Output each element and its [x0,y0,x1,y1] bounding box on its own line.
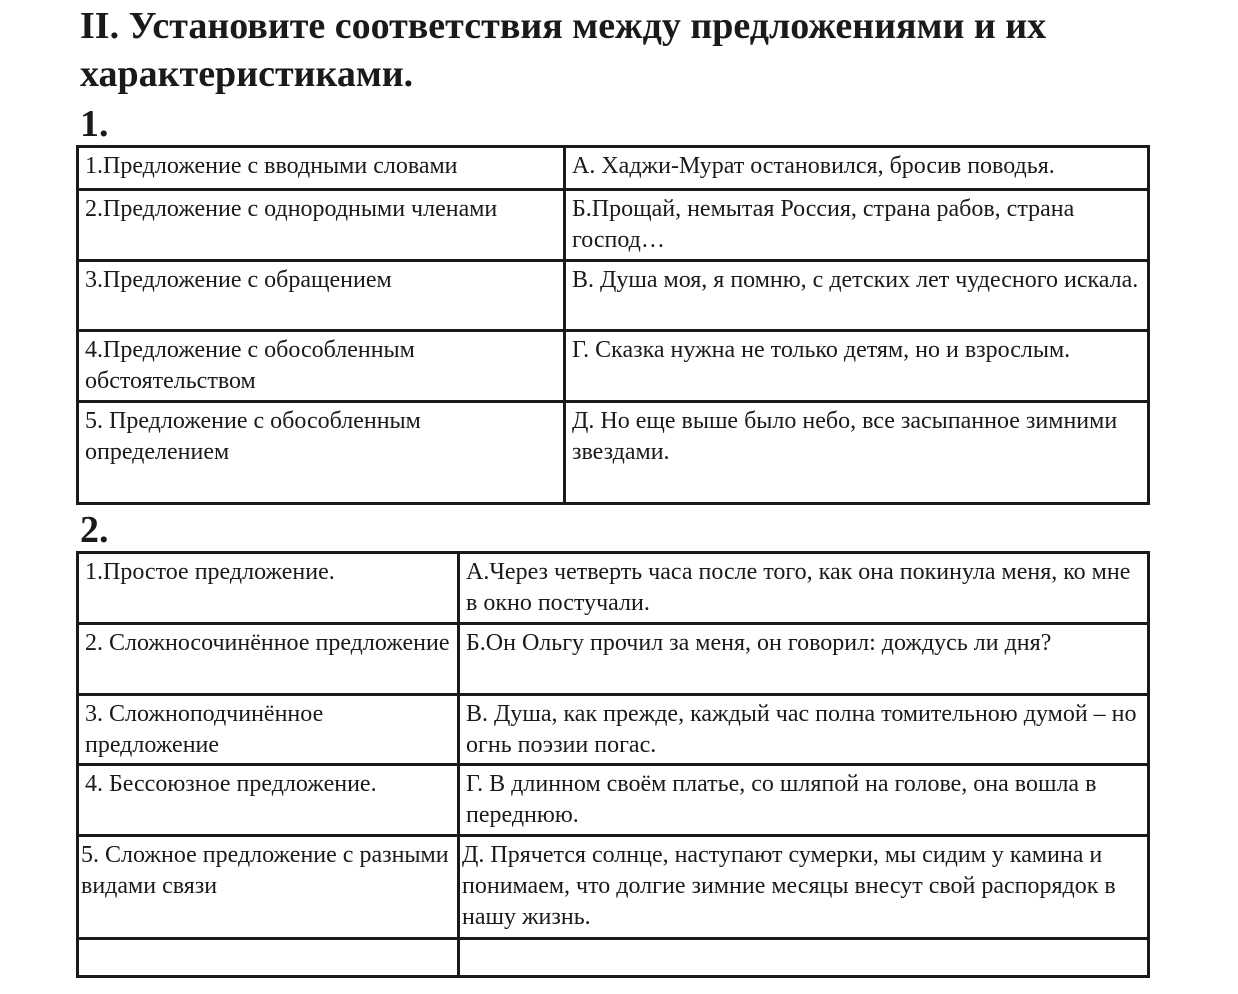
table-cell-sentence-type: 4. Бессоюзное предложение. [78,765,459,836]
section-1-number: 1. [80,103,109,145]
section-2-number: 2. [80,509,109,551]
table-cell-sentence-example: Д. Прячется солнце, наступают сумерки, мы сидим у камина и понимаем, что долгие зимние месяцы внесут свой распорядок в нашу жизнь. [459,836,1149,939]
table-cell-sentence-example: А. Хаджи-Мурат остановился, бросив поводья. [565,147,1149,190]
table-cell-sentence-type: 2. Сложносочинённое предложение [78,624,459,695]
table-row [78,695,1149,765]
table-cell-sentence-example: Б.Прощай, немытая Россия, страна рабов, страна господ… [565,190,1149,261]
matching-table-1 [76,145,1150,505]
table-row [78,939,1149,977]
table-row [78,765,1149,836]
table-cell-sentence-example: А.Через четверть часа после того, как она покинула меня, ко мне в окно постучали. [459,553,1149,624]
table-row [78,147,1149,190]
table-row [78,331,1149,402]
page-title: II. Установите соответствия между предложениями и их характеристиками. [80,5,1047,95]
table-cell-sentence-type: 1.Простое предложение. [78,553,459,624]
table-cell-empty [459,939,1149,977]
table-cell-sentence-type: 5. Сложное предложение с разными видами связи [78,836,459,939]
table-cell-sentence-example: Б.Он Ольгу прочил за меня, он говорил: дождусь ли дня? [459,624,1149,695]
table-row [78,624,1149,695]
table-cell-sentence-type: 2.Предложение с однородными членами [78,190,565,261]
table-cell-empty [78,939,459,977]
table-cell-sentence-example: В. Душа моя, я помню, с детских лет чудесного искала. [565,261,1149,331]
table-cell-sentence-example: Д. Но еще выше было небо, все засыпанное зимними звездами. [565,402,1149,504]
table-row [78,553,1149,624]
table-row [78,402,1149,504]
table-row [78,261,1149,331]
table-cell-sentence-type: 3. Сложноподчинённое предложение [78,695,459,765]
table-cell-sentence-type: 3.Предложение с обращением [78,261,565,331]
table-cell-sentence-example: В. Душа, как прежде, каждый час полна томительною думой – но огнь поэзии погас. [459,695,1149,765]
table-cell-sentence-example: Г. В длинном своём платье, со шляпой на голове, она вошла в переднюю. [459,765,1149,836]
table-cell-sentence-type: 5. Предложение с обособленным определением [78,402,565,504]
table-cell-sentence-type: 1.Предложение с вводными словами [78,147,565,190]
table-cell-sentence-example: Г. Сказка нужна не только детям, но и взрослым. [565,331,1149,402]
matching-table-2 [76,551,1150,978]
table-row [78,190,1149,261]
table-row [78,836,1149,939]
table-cell-sentence-type: 4.Предложение с обособленным обстоятельством [78,331,565,402]
